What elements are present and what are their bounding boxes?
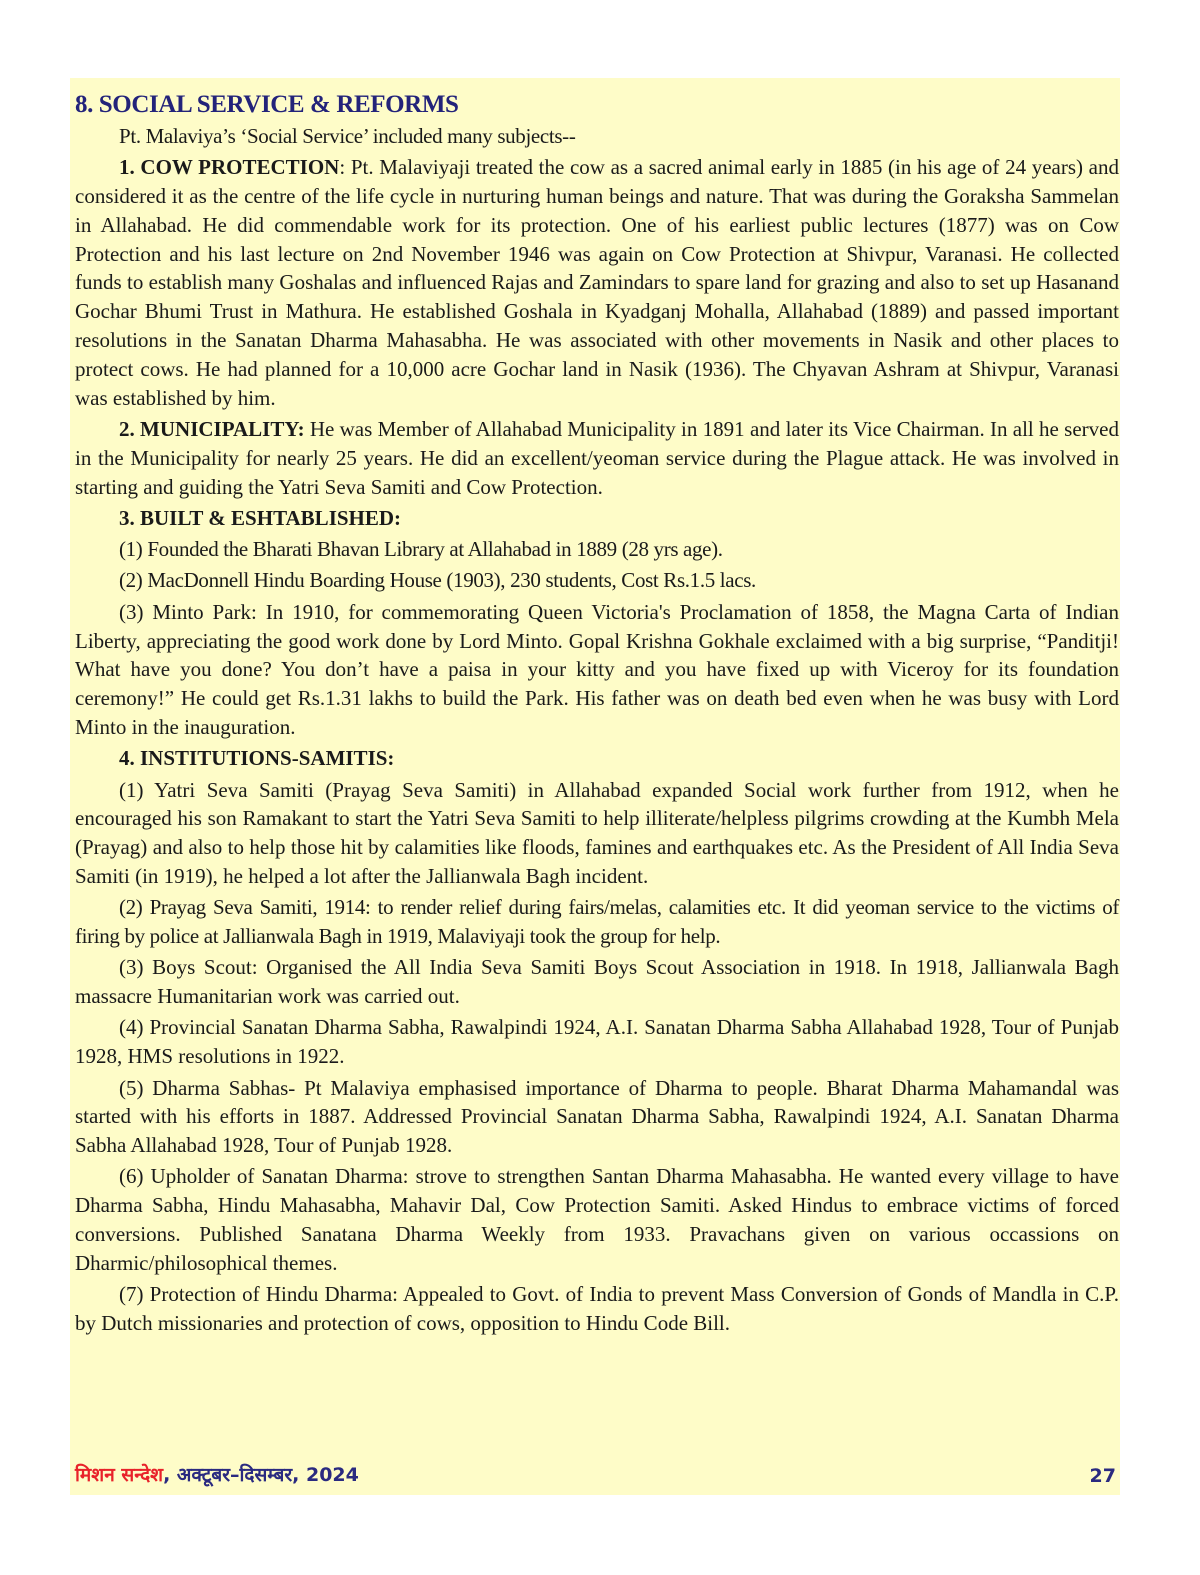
paragraph-text: (1) Yatri Seva Samiti (Prayag Seva Samiti) in Allahabad expanded Social work further from 1912, when he encouraged his son Ramakant to start the Yatri Seva Samiti to help illiterate/helpless pilgrims crowding at the Kumbh Mela (Prayag) and also to help those hit by calamities like floods, famines and earthquakes etc. As the President of All India Seva Samiti (in 1919), he helped a lot after the Jallianwala Bagh incident.: [75, 777, 1119, 888]
paragraph-text: (3) Minto Park: In 1910, for commemorating Queen Victoria's Proclamation of 1858, the Magna Carta of Indian Liberty, appreciating the good work done by Lord Minto. Gopal Krishna Gokhale exclaimed with a big surprise, “Panditji! What have you done? You don’t have a paisa in your kitty and you have fixed up with Viceroy for its foundation ceremony!” He could get Rs.1.31 lakhs to build the Park. His father was on death bed even when he was busy with Lord Minto in the inauguration.: [75, 599, 1119, 739]
paragraph-label: 4. INSTITUTIONS-SAMITIS:: [119, 746, 395, 771]
paragraph-item: [75, 1074, 1119, 1160]
page-panel: [70, 78, 1120, 1495]
paragraph-text: (1) Founded the Bharati Bhavan Library at Allahabad in 1889 (28 yrs age).: [119, 537, 723, 562]
paragraph-text: He was Member of Allahabad Municipality in 1891 and later its Vice Chairman. In all he served in the Municipality for nearly 25 years. He did an excellent/yeoman service during the Plague attack. He was involved in starting and guiding the Yatri Seva Samiti and Cow Protection.: [75, 416, 1119, 499]
paragraph-intro: [75, 122, 1119, 151]
footer-publication: [75, 1461, 359, 1487]
paragraph-item: [75, 1280, 1119, 1338]
paragraph-label: 2. MUNICIPALITY:: [119, 416, 305, 441]
paragraph-item: [75, 893, 1119, 951]
paragraph-item: [75, 1162, 1119, 1277]
paragraph-item: [75, 1013, 1119, 1071]
page-number: 27: [1089, 1465, 1116, 1487]
paragraph-label: 1. COW PROTECTION: [119, 155, 340, 180]
paragraph-text: (2) Prayag Seva Samiti, 1914: to render relief during fairs/melas, calamities etc. It did yeoman service to the victims of firing by police at Jallianwala Bagh in 1919, Malaviyaji took the group for help.: [75, 895, 1119, 949]
paragraph-cow-protection: [75, 153, 1119, 412]
paragraph-text: (5) Dharma Sabhas- Pt Malaviya emphasised importance of Dharma to people. Bharat Dharma Mahamandal was started with his efforts in 1887. Addressed Provincial Sanatan Dharma Sabha, Rawalpindi 1924, A.I. Sanatan Dharma Sabha Allahabad 1928, Tour of Punjab 1928.: [75, 1075, 1119, 1158]
paragraph-built-established: [75, 504, 1119, 533]
paragraph-item: [75, 598, 1119, 742]
paragraph-label: 3. BUILT & ESHTABLISHED:: [119, 505, 402, 530]
paragraph-item: [75, 566, 1119, 595]
paragraph-text: (4) Provincial Sanatan Dharma Sabha, Rawalpindi 1924, A.I. Sanatan Dharma Sabha Allahabad 1928, Tour of Punjab 1928, HMS resolutions in 1922.: [75, 1015, 1119, 1069]
article-body: [75, 88, 1119, 1340]
section-heading: 8. SOCIAL SERVICE & REFORMS: [75, 91, 459, 118]
page-footer: [75, 1457, 1116, 1487]
paragraph-text: (3) Boys Scout: Organised the All India Seva Samiti Boys Scout Association in 1918. In 1918, Jallianwala Bagh massacre Humanitarian work was carried out.: [75, 955, 1119, 1009]
paragraph-text: (6) Upholder of Sanatan Dharma: strove to strengthen Santan Dharma Mahasabha. He wanted every village to have Dharma Sabha, Hindu Mahasabha, Mahavir Dal, Cow Protection Samiti. Asked Hindus to embrace victims of forced conversions. Published Sanatana Dharma Weekly from 1933. Pravachans given on various occassions on Dharmic/philosophical themes.: [75, 1164, 1119, 1275]
paragraph-text: (2) MacDonnell Hindu Boarding House (1903), 230 students, Cost Rs.1.5 lacs.: [119, 568, 756, 593]
issue-date: , अक्टूबर–दिसम्बर, 2024: [163, 1464, 359, 1486]
paragraph-text: : Pt. Malaviyaji treated the cow as a sacred animal early in 1885 (in his age of 24 years) and considered it as the centre of the life cycle in nurturing human beings and nature. That was during the Goraksha Sammelan in Allahabad. He did commendable work for its protection. One of his earliest public lectures (1877) was on Cow Protection and his last lecture on 2nd November 1946 was again on Cow Protection at Shivpur, Varanasi. He collected funds to establish many Goshalas and influenced Rajas and Zamindars to spare land for grazing and also to set up Hasanand Gochar Bhumi Trust in Mathura. He established Goshala in Kyadganj Mohalla, Allahabad (1889) and passed important resolutions in the Sanatan Dharma Mahasabha. He was associated with other movements in Nasik and other places to protect cows. He had planned for a 10,000 acre Gochar land in Nasik (1936). The Chyavan Ashram at Shivpur, Varanasi was established by him.: [75, 155, 1119, 410]
paragraph-municipality: [75, 415, 1119, 501]
paragraph-text: (7) Protection of Hindu Dharma: Appealed to Govt. of India to prevent Mass Conversion of Gonds of Mandla in C.P. by Dutch missionaries and protection of cows, opposition to Hindu Code Bill.: [75, 1282, 1119, 1335]
paragraph-institutions: [75, 744, 1119, 773]
paragraph-item: [75, 535, 1119, 564]
paragraph-item: [75, 953, 1119, 1011]
paragraph-text: Pt. Malaviya’s ‘Social Service’ included many subjects--: [119, 124, 576, 148]
magazine-name: मिशन सन्देश: [75, 1464, 164, 1486]
paragraph-item: [75, 776, 1119, 891]
